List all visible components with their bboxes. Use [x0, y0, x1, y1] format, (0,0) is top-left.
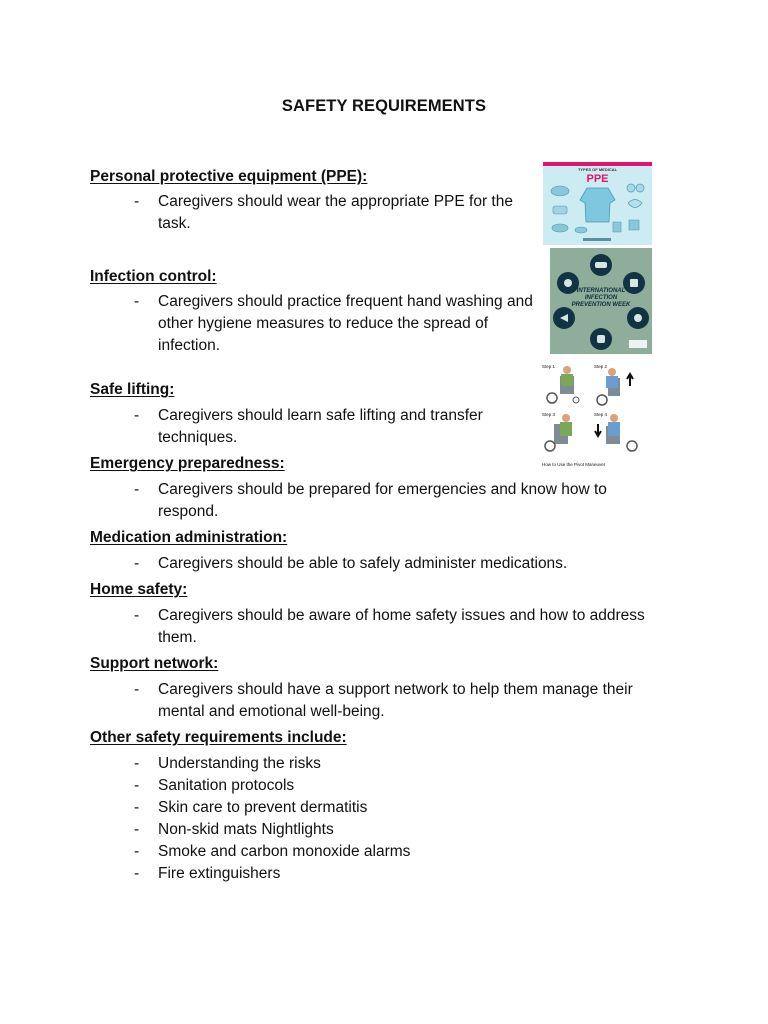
list-item-text: Caregivers should wear the appropriate PPE for the task. — [158, 193, 513, 232]
poster-title: INTERNATIONAL INFECTION PREVENTION WEEK — [571, 288, 631, 308]
list-item — [90, 819, 690, 841]
step-label: Step 3 — [542, 412, 556, 417]
ppe-poster-image — [543, 162, 652, 245]
list-item-text: Understanding the risks — [158, 755, 321, 772]
bullet-dash: - — [134, 799, 140, 816]
bullet-dash: - — [134, 821, 140, 838]
list-item-text: Sanitation protocols — [158, 777, 295, 794]
heading-support-network: Support network: — [90, 655, 219, 672]
pivot-maneuver-image — [540, 362, 646, 468]
list-item — [90, 553, 690, 575]
list-item-text: Caregivers should be prepared for emergencies and know how to respond. — [158, 481, 607, 520]
poster-subtitle: TYPES OF MEDICAL — [577, 167, 618, 172]
list-item — [90, 797, 690, 819]
list-item — [90, 605, 690, 649]
step-label: Step 4 — [594, 412, 608, 417]
heading-safe-lifting: Safe lifting: — [90, 381, 175, 398]
list-item-text: Caregivers should practice frequent hand washing and other hygiene measures to reduce the spread of infection. — [158, 293, 533, 354]
bullet-dash: - — [134, 607, 140, 624]
bullet-dash: - — [134, 865, 140, 882]
list-item — [90, 479, 690, 523]
infection-prevention-poster-image — [550, 248, 652, 354]
list-item-text: Smoke and carbon monoxide alarms — [158, 843, 411, 860]
list-item — [90, 841, 690, 863]
list-item — [90, 775, 690, 797]
list-item — [90, 753, 690, 775]
list-item-text: Non-skid mats Nightlights — [158, 821, 334, 838]
heading-home-safety: Home safety: — [90, 581, 188, 598]
bullet-dash: - — [134, 193, 140, 210]
ppe-items-illustration — [543, 162, 652, 245]
heading-other-requirements: Other safety requirements include: — [90, 729, 347, 746]
bullet-dash: - — [134, 777, 140, 794]
list-item-text: Skin care to prevent dermatitis — [158, 799, 368, 816]
bullet-dash: - — [134, 843, 140, 860]
figure-caption: How to Use the Pivot Maneuver — [542, 462, 606, 467]
heading-infection-control: Infection control: — [90, 268, 217, 285]
list-item-text: Caregivers should be aware of home safety issues and how to address them. — [158, 607, 645, 646]
heading-emergency-preparedness: Emergency preparedness: — [90, 455, 285, 472]
list-item — [90, 679, 690, 723]
list-item-text: Caregivers should have a support network to help them manage their mental and emotional well-being. — [158, 681, 633, 720]
bullet-dash: - — [134, 755, 140, 772]
bullet-dash: - — [134, 681, 140, 698]
step-label: Step 1 — [542, 364, 556, 369]
bullet-dash: - — [134, 555, 140, 572]
bullet-dash: - — [134, 293, 140, 310]
pivot-steps-illustration — [540, 362, 646, 468]
list-item — [90, 863, 690, 885]
poster-title: PPE — [586, 173, 609, 185]
list-item-text: Fire extinguishers — [158, 865, 281, 882]
page-title: SAFETY REQUIREMENTS — [281, 97, 487, 115]
list-item-text: Caregivers should be able to safely administer medications. — [158, 555, 568, 572]
heading-medication-administration: Medication administration: — [90, 529, 288, 546]
bullet-dash: - — [134, 407, 140, 424]
bullet-dash: - — [134, 481, 140, 498]
list-item-text: Caregivers should learn safe lifting and transfer techniques. — [158, 407, 483, 446]
step-label: Step 2 — [594, 364, 608, 369]
heading-ppe: Personal protective equipment (PPE): — [90, 168, 368, 185]
